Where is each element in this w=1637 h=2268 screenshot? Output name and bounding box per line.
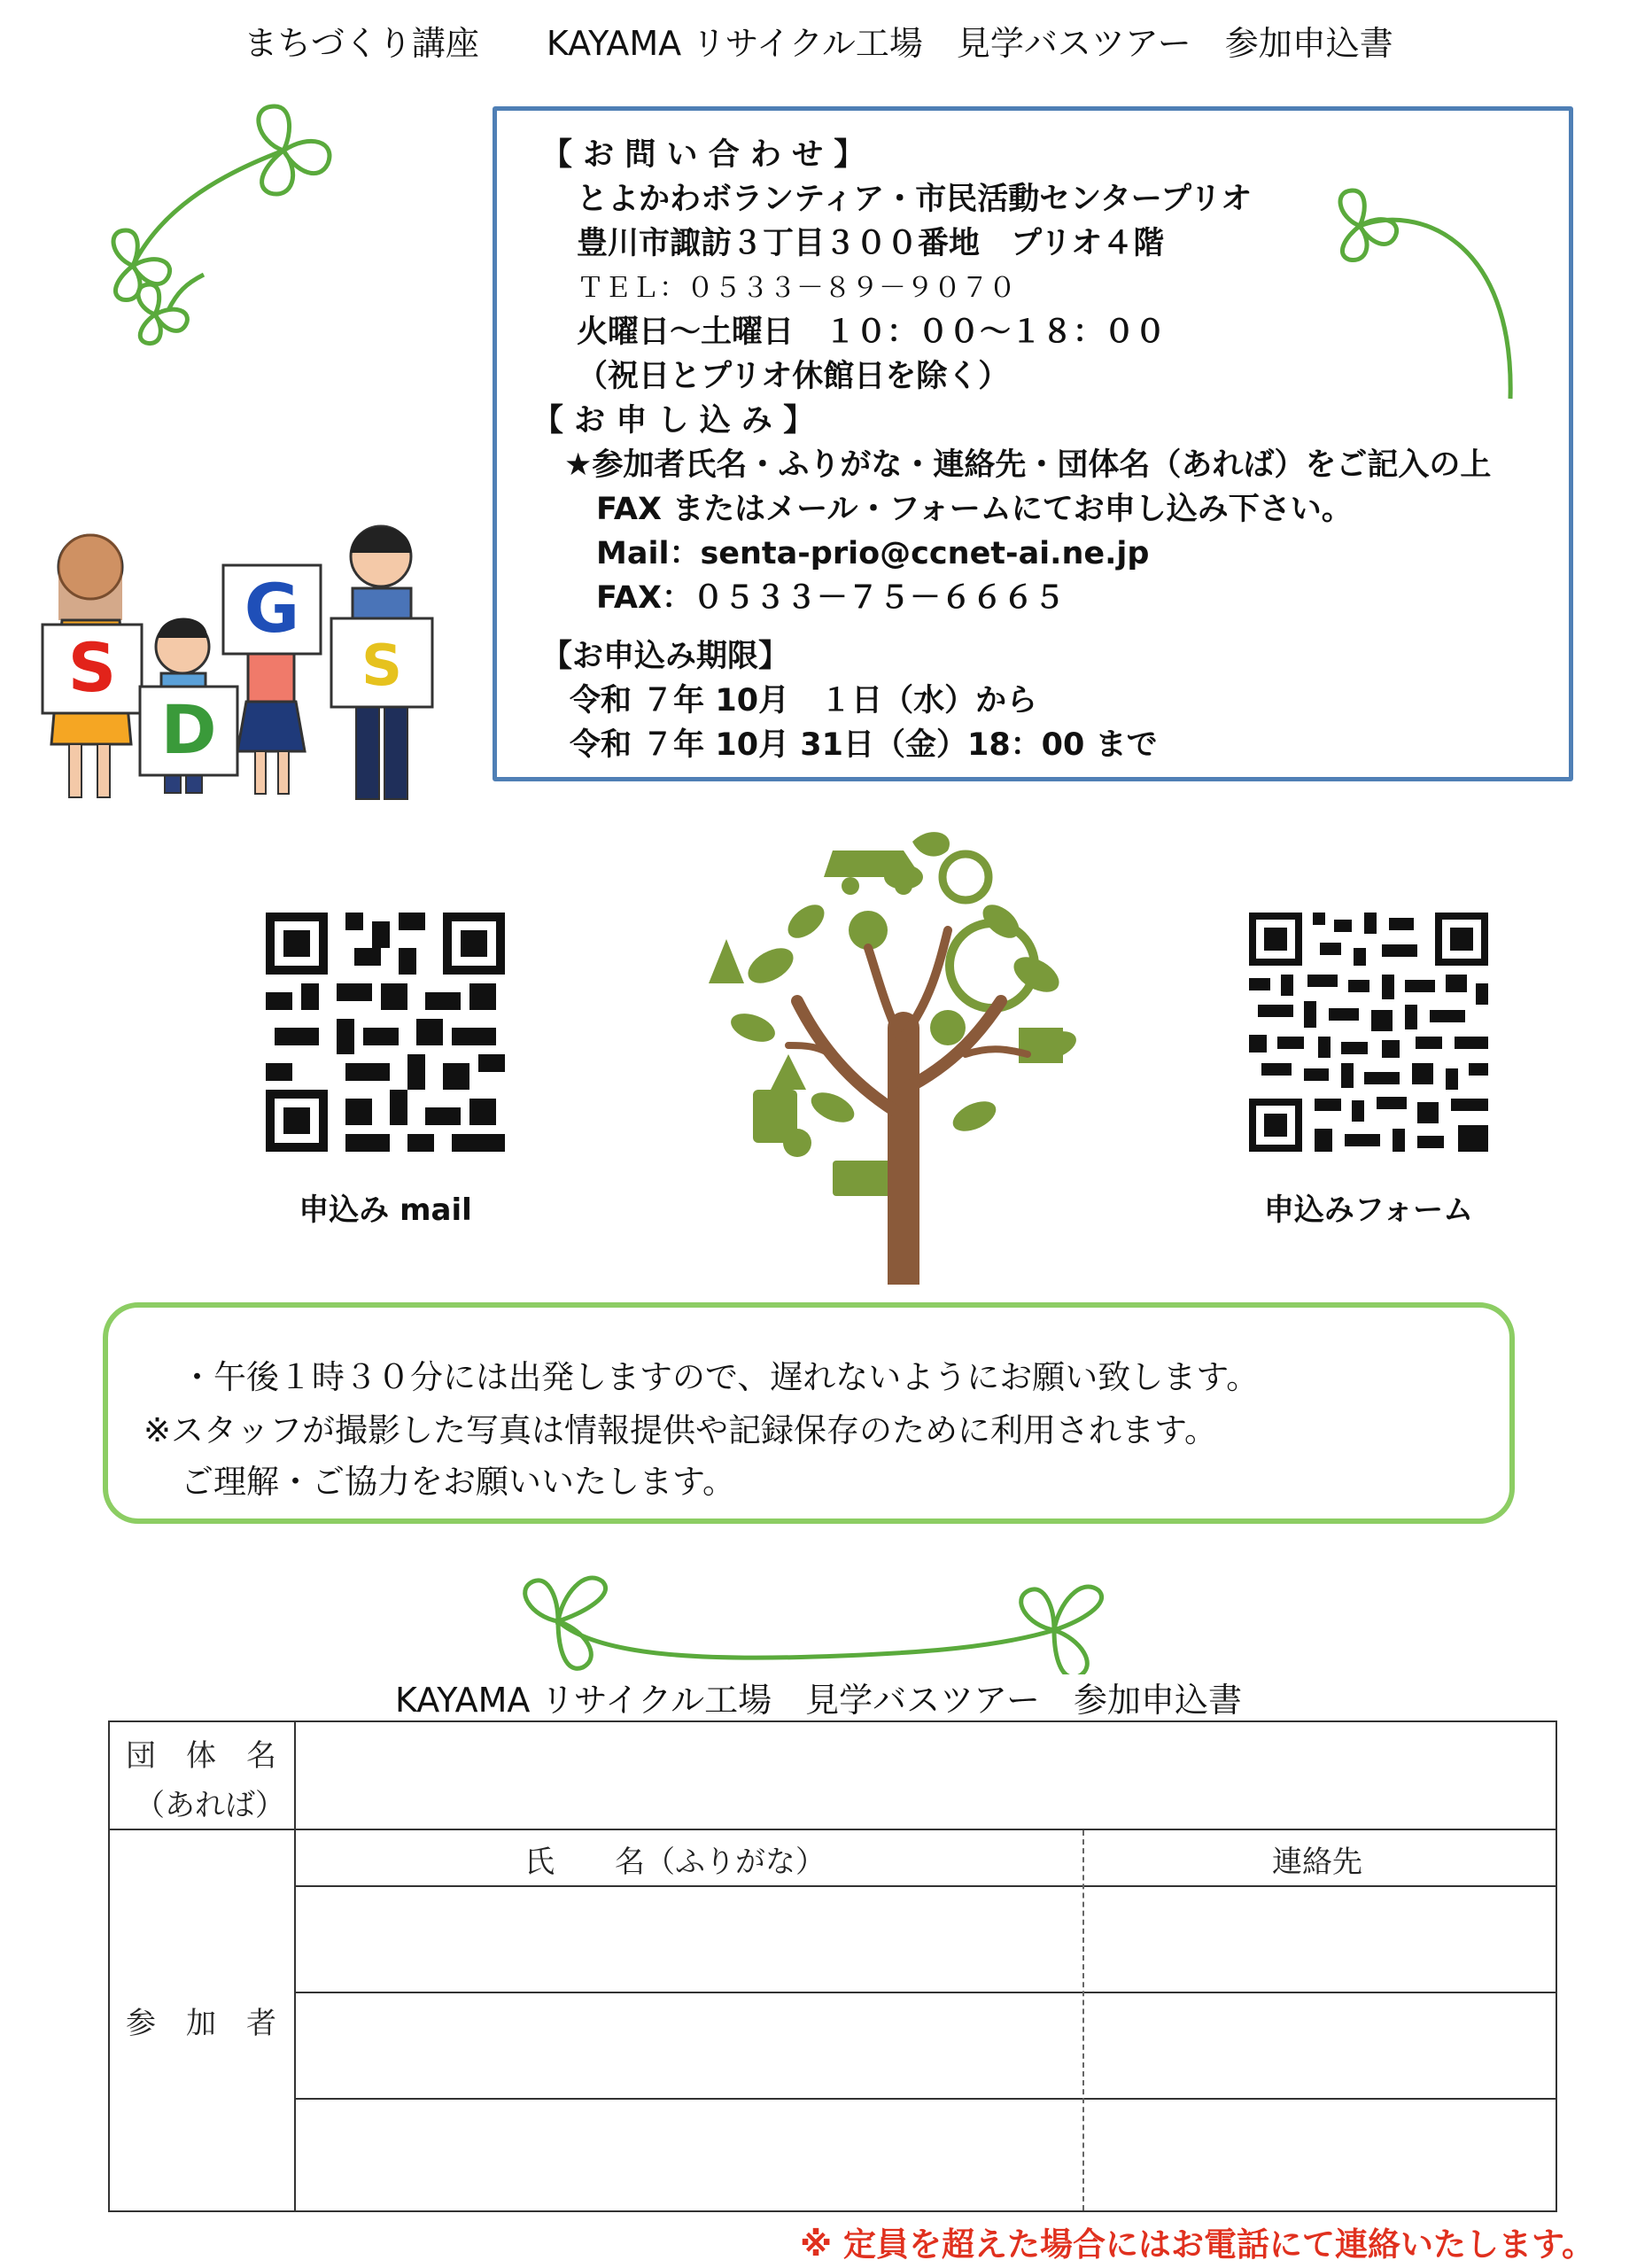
participant-name-field-1[interactable] (298, 1889, 1081, 1990)
participant-name-field-2[interactable] (298, 1995, 1081, 2096)
clover-vine-divider-icon (505, 1542, 1125, 1674)
page-title: まちづくり講座 KAYAMA リサイクル工場 見学バスツアー 参加申込書 (244, 24, 1393, 63)
apply-instruction: ★参加者氏名・ふりがな・連絡先・団体名（あれば）をご記入の上 (564, 447, 1492, 483)
eco-tree-illustration (700, 824, 1107, 1285)
participant-name-field-3[interactable] (298, 2101, 1081, 2208)
notice-departure: ・午後１時３０分には出発しますので、遅れないようにお願い致します。 (181, 1358, 1260, 1396)
participant-contact-field-1[interactable] (1086, 1889, 1552, 1990)
deadline-to: 令和 ７年 10月 31日（金）18：00 まで (570, 727, 1158, 763)
form-title: KAYAMA リサイクル工場 見学バスツアー 参加申込書 (395, 1681, 1242, 1720)
office-hours: 火曜日～土曜日 １０：００～１８：００ (577, 315, 1167, 350)
sign-letter-g: G (244, 569, 300, 648)
clover-decoration-icon (89, 97, 345, 363)
fax-number: FAX：０５３３－７５－６６６５ (596, 580, 1065, 616)
telephone: ＴＥＬ：０５３３－８９－９０７０ (577, 272, 1016, 304)
qr-code-form-icon (1249, 913, 1488, 1152)
organization-name: とよかわボランティア・市民活動センタープリオ (577, 182, 1253, 217)
notice-photos: ※スタッフが撮影した写真は情報提供や記録保存のために利用されます。 (144, 1411, 1218, 1449)
inquiry-heading: 【 お 問 い 合 わ せ 】 (541, 137, 865, 173)
qr-form-label: 申込みフォーム (1263, 1192, 1474, 1228)
participant-contact-field-3[interactable] (1086, 2101, 1552, 2208)
participants-label: 参 加 者 (126, 2006, 276, 2041)
notice-box (103, 1302, 1515, 1524)
capacity-notice: ※ 定員を超えた場合にはお電話にて連絡いたします。 (800, 2225, 1594, 2264)
apply-method: FAX またはメール・フォームにてお申し込み下さい。 (596, 492, 1353, 527)
sign-letter-d: D (160, 690, 217, 769)
apply-heading: 【 お 申 し 込 み 】 (532, 403, 815, 439)
qr-mail-label: 申込み mail (299, 1192, 472, 1228)
group-name-label: 団 体 名 (126, 1738, 276, 1774)
clover-stem-icon (1320, 186, 1532, 408)
name-column-header: 氏 名（ふりがな） (524, 1845, 826, 1880)
participant-contact-field-2[interactable] (1086, 1995, 1552, 2096)
mail-address: Mail：senta-prio@ccnet-ai.ne.jp (596, 536, 1150, 571)
application-form-table (108, 1720, 1557, 2212)
group-name-field[interactable] (298, 1726, 1552, 1825)
sign-letter-s-small: S (361, 633, 403, 699)
qr-code-mail-icon (266, 913, 505, 1152)
notice-request: ご理解・ご協力をお願いいたします。 (181, 1463, 736, 1501)
contact-column-header: 連絡先 (1272, 1845, 1362, 1880)
office-hours-note: （祝日とプリオ休館日を除く） (577, 359, 1010, 394)
group-name-optional-label: （あれば） (135, 1788, 285, 1823)
deadline-heading: 【お申込み期限】 (541, 639, 790, 674)
sign-letter-s: S (67, 628, 117, 707)
deadline-from: 令和 ７年 10月 １日（水）から (570, 683, 1038, 718)
sdgs-family-illustration (27, 514, 452, 833)
address: 豊川市諏訪３丁目３００番地 プリオ４階 (577, 226, 1165, 261)
